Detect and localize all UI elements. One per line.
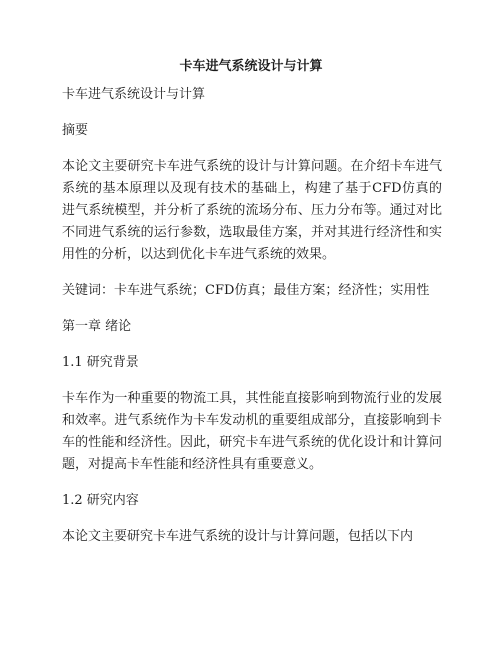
document-title: 卡车进气系统设计与计算: [179, 59, 323, 74]
content-paragraph: 本论文主要研究卡车进气系统的设计与计算问题，包括以下内: [62, 529, 414, 544]
subtitle-line: 卡车进气系统设计与计算: [62, 87, 206, 102]
chapter-heading: 第一章 绪论: [62, 319, 132, 334]
background-paragraph: 卡车作为一种重要的物流工具，其性能直接影响到物流行业的发展和效率。进气系统作为卡车发动机的重要组成部分，直接影响到卡车的性能和经济性。因此，研究卡车进气系统的优化设计和计算问题，对提高卡车性能和经济性具有重要意义。: [62, 391, 442, 472]
section-heading-1-1: 1.1 研究背景: [62, 355, 139, 370]
document-body: [62, 84, 442, 548]
section-heading-1-2: 1.2 研究内容: [62, 493, 139, 508]
abstract-paragraph: 本论文主要研究卡车进气系统的设计与计算问题。在介绍卡车进气系统的基本原理以及现有技术的基础上，构建了基于CFD仿真的进气系统模型，并分析了系统的流场分布、压力分布等。通过对比不同进气系统的运行参数，选取最佳方案，并对其进行经济性和实用性的分析，以达到优化卡车进气系统的效果。: [62, 159, 442, 262]
abstract-heading: 摘要: [62, 123, 89, 138]
keywords-line: 关键词：卡车进气系统；CFD仿真；最佳方案；经济性；实用性: [62, 283, 430, 298]
